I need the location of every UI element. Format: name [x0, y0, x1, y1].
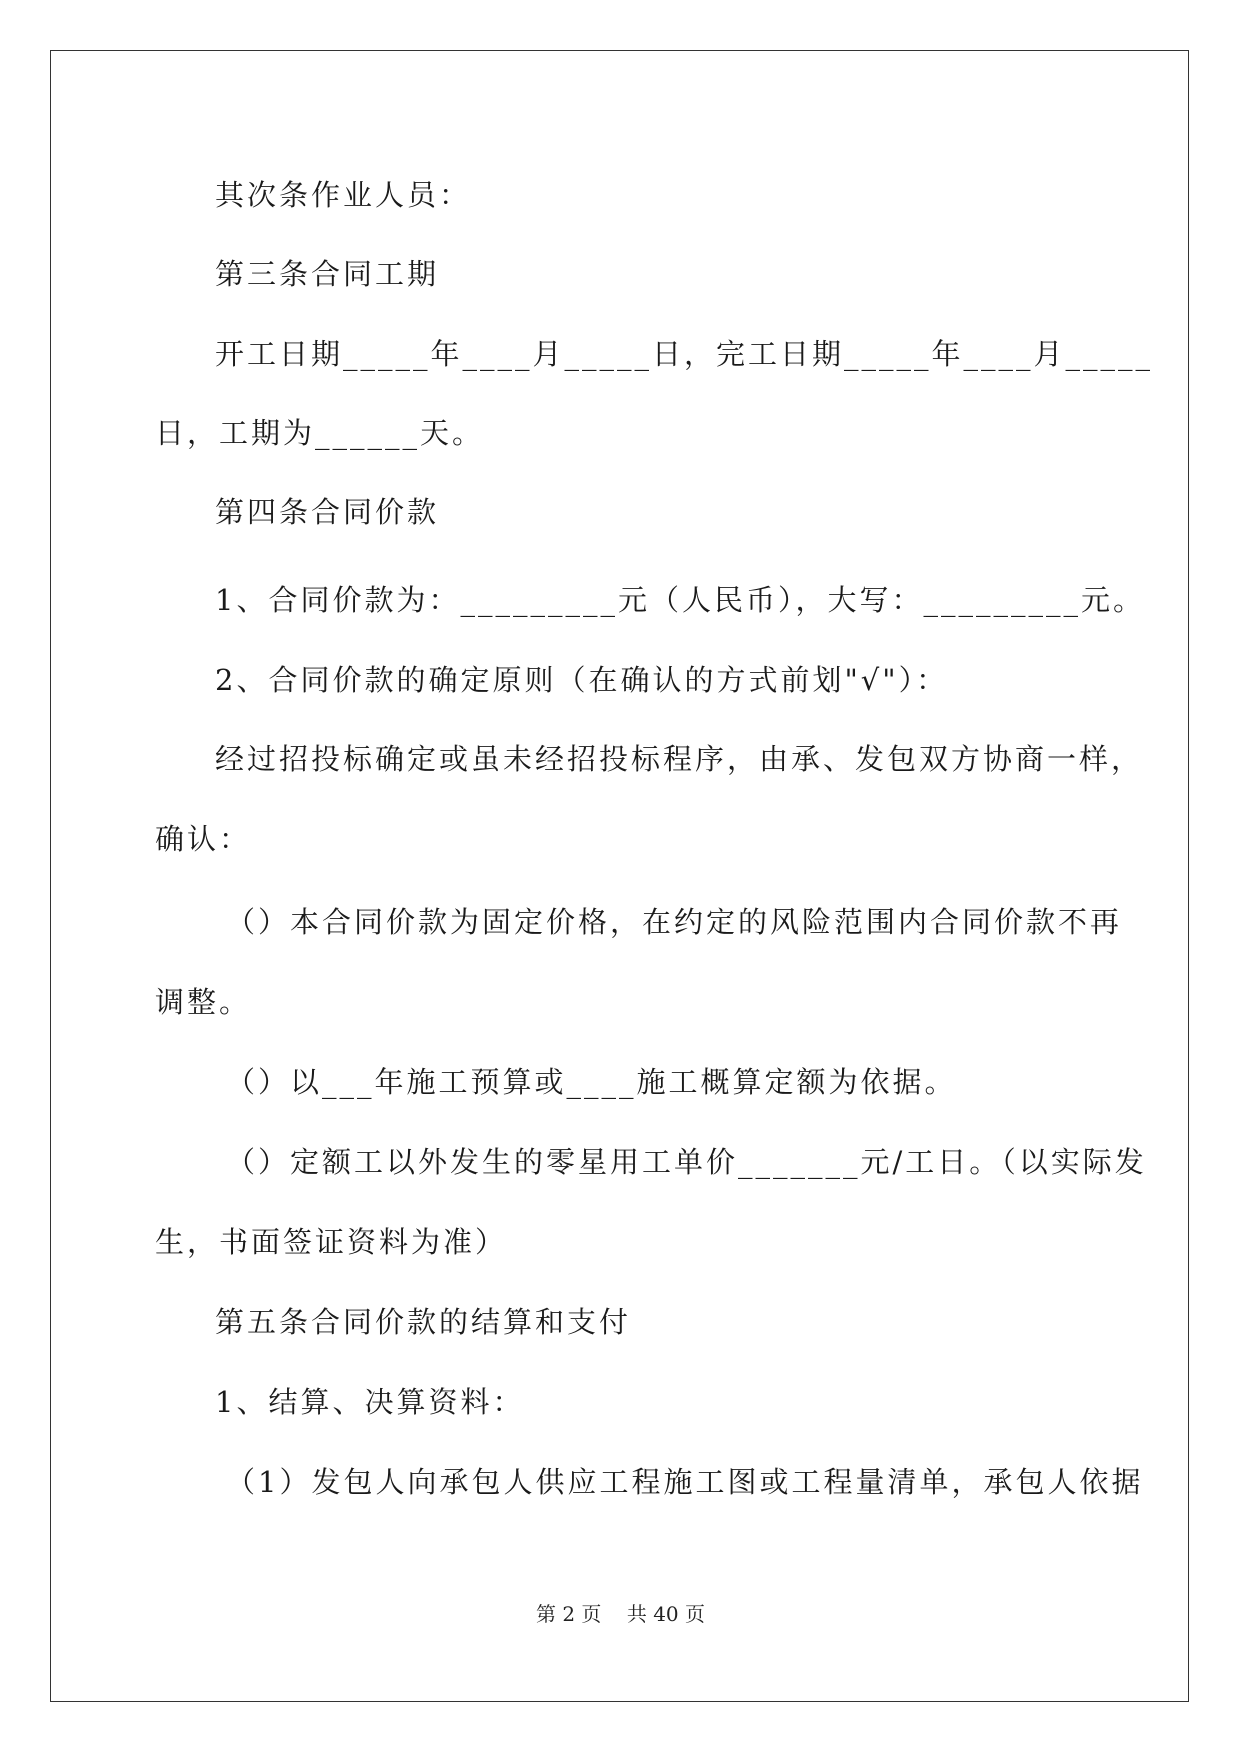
text-line: 日，工期为______天。	[155, 416, 485, 450]
text-line: 其次条作业人员：	[215, 178, 472, 212]
text-line: 生，书面签证资料为准）	[155, 1225, 508, 1259]
page-border	[50, 50, 1189, 1702]
text-line: （1）发包人向承包人供应工程施工图或工程量清单，承包人依据	[226, 1465, 1144, 1499]
text-line: 第三条合同工期	[215, 257, 440, 291]
text-line: 调整。	[155, 985, 252, 1019]
text-line: 经过招投标确定或虽未经招投标程序，由承、发包双方协商一样，	[215, 742, 1144, 776]
text-line: 确认：	[155, 822, 252, 856]
text-line: 开工日期_____年____月_____日，完工日期_____年____月_____	[215, 337, 1154, 371]
page-footer: 第 2 页 共 40 页	[535, 1602, 706, 1626]
text-line: 1、结算、决算资料：	[215, 1385, 525, 1419]
text-line: 1、合同价款为：_________元（人民币），大写：_________元。	[215, 583, 1145, 617]
text-line: 第五条合同价款的结算和支付	[215, 1305, 632, 1339]
text-line: （）以___年施工预算或____施工概算定额为依据。	[226, 1065, 957, 1099]
text-line: （）定额工以外发生的零星用工单价_______元/工日。（以实际发	[226, 1145, 1147, 1179]
text-line: 第四条合同价款	[215, 495, 440, 529]
text-line: 2、合同价款的确定原则（在确认的方式前划"√"）：	[215, 663, 949, 697]
text-line: （）本合同价款为固定价格，在约定的风险范围内合同价款不再	[226, 905, 1123, 939]
